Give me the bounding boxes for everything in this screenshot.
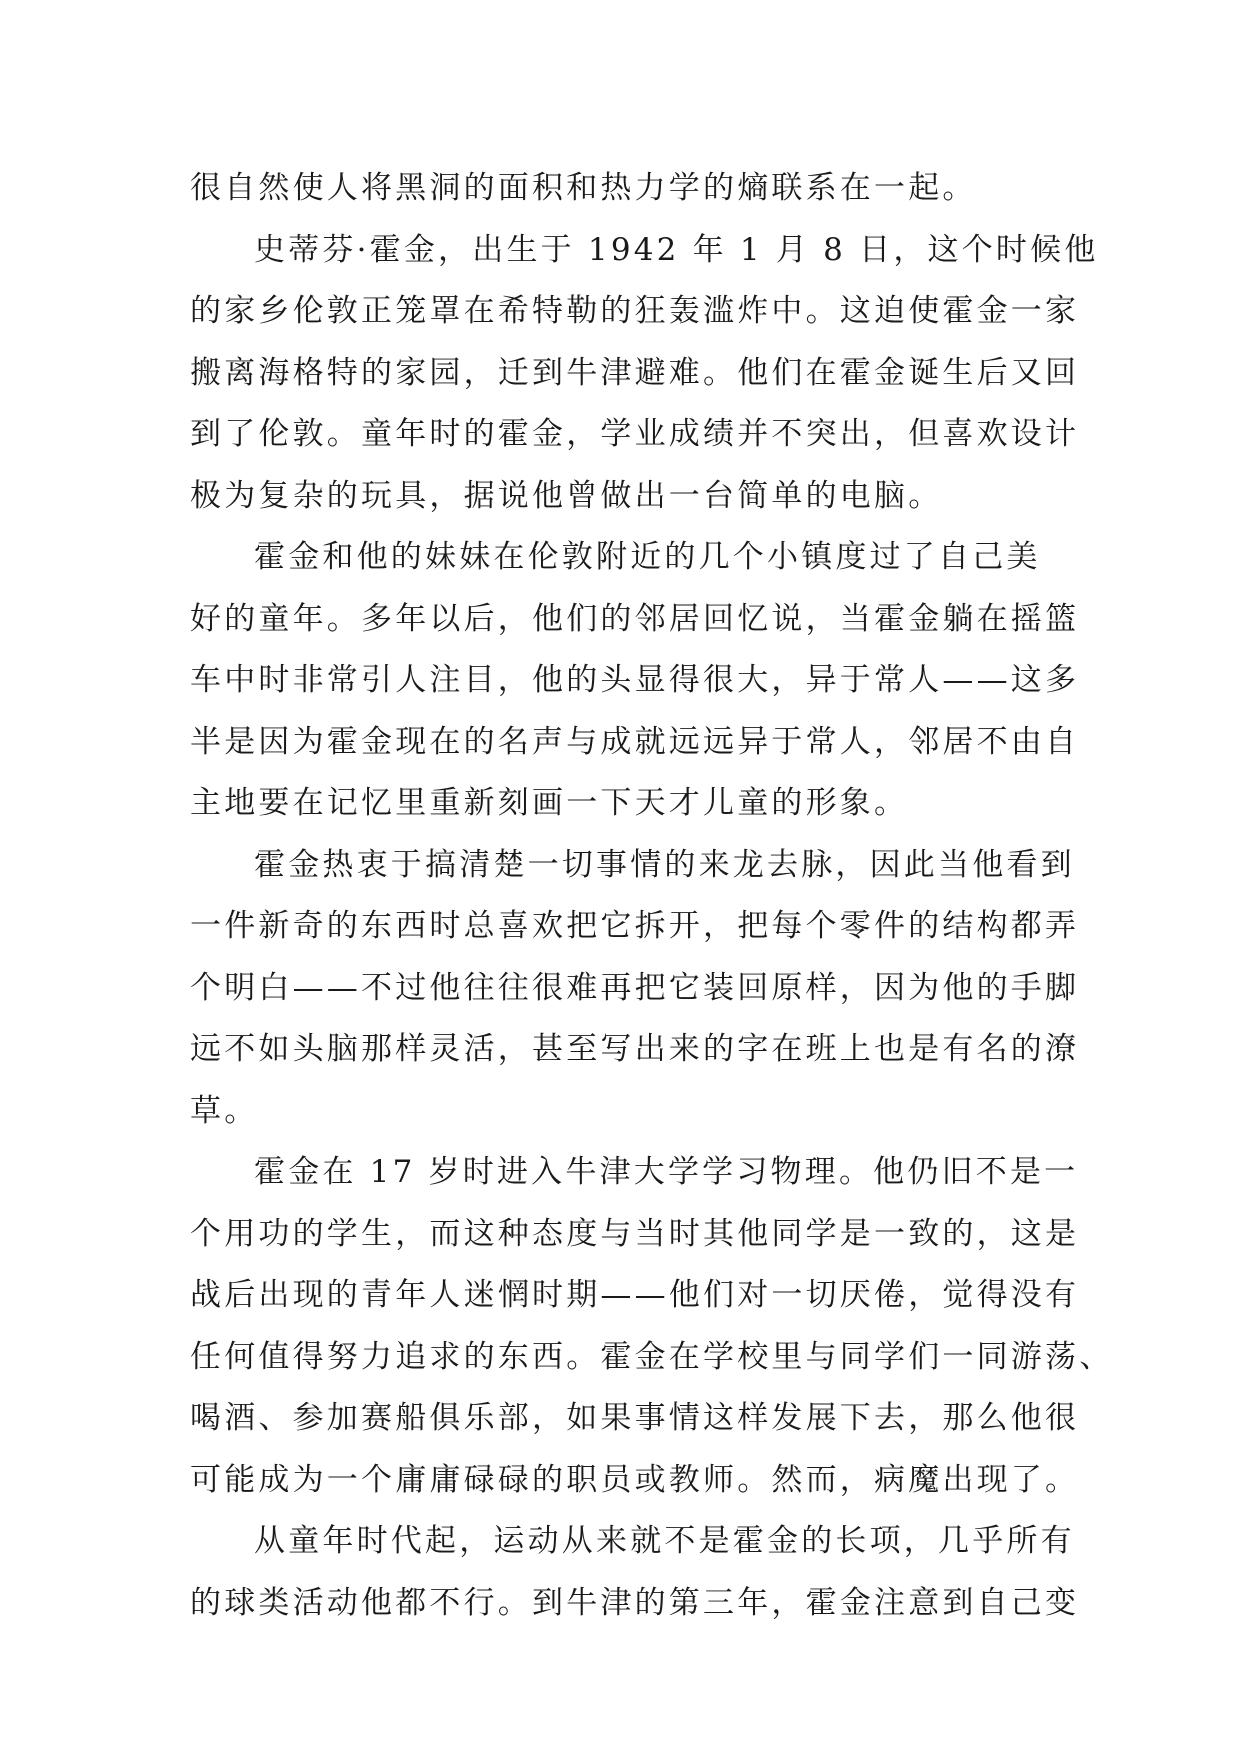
- text-line-9: 车中时非常引人注目，他的头显得很大，异于常人——这多: [190, 662, 1080, 698]
- text-line-14: 个明白——不过他往往很难再把它装回原样，因为他的手脚: [190, 969, 1080, 1006]
- text-line-19: 战后出现的青年人迷惘时期——他们对一切厌倦，觉得没有: [190, 1277, 1080, 1313]
- text-line-15: 远不如头脑那样灵活，甚至写出来的字在班上也是有名的潦: [190, 1031, 1080, 1067]
- text-line-16: 草。: [190, 1092, 259, 1129]
- text-line-6: 极为复杂的玩具，据说他曾做出一台简单的电脑。: [190, 477, 943, 514]
- text-line-12: 霍金热衷于搞清楚一切事情的来龙去脉，因此当他看到: [254, 846, 1075, 883]
- text-line-7: 霍金和他的妹妹在伦敦附近的几个小镇度过了自己美: [254, 539, 1041, 575]
- text-line-20: 任何值得努力追求的东西。霍金在学校里与同学们一同游荡、: [190, 1338, 1114, 1375]
- document-body: [190, 158, 1114, 1634]
- text-line-18: 个用功的学生，而这种态度与当时其他同学是一致的，这是: [190, 1215, 1080, 1252]
- text-line-1: 很自然使人将黑洞的面积和热力学的熵联系在一起。: [190, 170, 977, 206]
- text-line-24: 的球类活动他都不行。到牛津的第三年，霍金注意到自己变: [190, 1584, 1080, 1621]
- text-line-4: 搬离海格特的家园，迁到牛津避难。他们在霍金诞生后又回: [190, 354, 1080, 391]
- text-line-2: 史蒂芬·霍金，出生于 1942 年 1 月 8 日，这个时候他: [254, 231, 1099, 268]
- text-line-21: 喝酒、参加赛船俱乐部，如果事情这样发展下去，那么他很: [190, 1400, 1080, 1436]
- text-line-11: 主地要在记忆里重新刻画一下天才儿童的形象。: [190, 785, 909, 821]
- text-line-23: 从童年时代起，运动从来就不是霍金的长项，几乎所有: [254, 1523, 1075, 1559]
- text-line-10: 半是因为霍金现在的名声与成就远远异于常人，邻居不由自: [190, 723, 1080, 760]
- text-line-17: 霍金在 17 岁时进入牛津大学学习物理。他仍旧不是一: [254, 1154, 1079, 1190]
- text-line-22: 可能成为一个庸庸碌碌的职员或教师。然而，病魔出现了。: [190, 1461, 1080, 1498]
- text-line-8: 好的童年。多年以后，他们的邻居回忆说，当霍金躺在摇篮: [190, 600, 1080, 637]
- text-line-13: 一件新奇的东西时总喜欢把它拆开，把每个零件的结构都弄: [190, 908, 1080, 944]
- text-line-3: 的家乡伦敦正笼罩在希特勒的狂轰滥炸中。这迫使霍金一家: [190, 293, 1080, 329]
- text-line-5: 到了伦敦。童年时的霍金，学业成绩并不突出，但喜欢设计: [190, 416, 1080, 452]
